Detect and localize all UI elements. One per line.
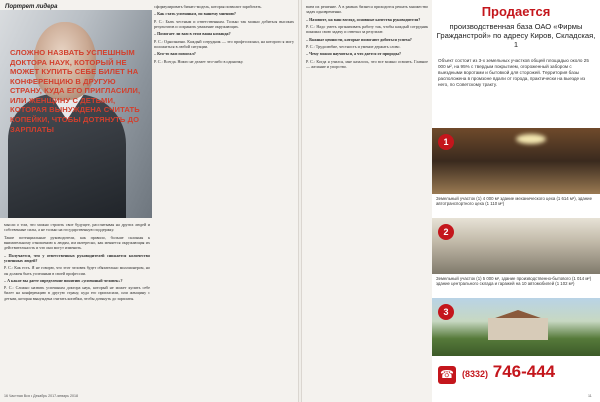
left-page-footer: 16 Частная Вся • Декабрь 2017-январь 2018 — [4, 394, 79, 398]
photo-number-badge: 3 — [438, 304, 454, 320]
article-paragraph: Р. С.: Когда я учился, мне казалось, что все можно освоить. Главное — желание и упорство. — [306, 58, 428, 69]
ad-phone[interactable] — [432, 360, 600, 390]
interview-question: – Кто-то вам помогал? — [154, 51, 196, 57]
article-paragraph: Р. С.: Сложно назвать успешным доктора наук, который не может купить себе билет на конференцию в другую страну, куда его пригласили, или женщину с детьми, которая вынуждена считать копейки, чтобы дотянуть до зарплаты. — [4, 285, 150, 301]
phone-number[interactable] — [462, 362, 555, 382]
article-paragraph: Р. С.: Быть честным и ответственным. Только так можно добиться высоких результатов и сохранить уважение окружающих. — [154, 18, 294, 29]
interview-question: – А какое вы даете определение понятию «успешный человек»? — [4, 277, 123, 283]
article-paragraph: Такие потенциальные руководители, как правило, больше склонны к внимательному отношению к людям, им интересно, как меняется окружающая их действительность и что они могут изменить. — [4, 234, 150, 251]
phone-icon: ☎ — [438, 366, 456, 384]
pull-quote: СЛОЖНО НАЗВАТЬ УСПЕШНЫМ ДОКТОРА НАУК, КОТОРЫЙ НЕ МОЖЕТ КУПИТЬ СЕБЕ БИЛЕТ НА КОНФЕРЕНЦИЮ В ДРУГУЮ СТРАНУ, КУДА ЕГО ПРИГЛАСИЛИ, ИЛИ ЖЕНЩИНУ С ДЕТЬМИ, КОТОРАЯ ВЫНУЖДЕНА СЧИТАТЬ КОПЕЙКИ, ЧТОБЫ ДОТЯНУТЬ ДО ЗАРПЛАТЫ — [10, 48, 141, 134]
ad-title: Продается — [481, 4, 551, 19]
article-paragraph: Р. С.: Надо уметь организовать работу так, чтобы каждый сотрудник понимал свою задачу и отвечал за результат. — [306, 23, 428, 35]
right-page-footer: 11 — [588, 394, 592, 398]
article-column-1 — [4, 222, 150, 392]
ad-description: Объект состоит из 3-х земельных участков общей площадью около 25 000 м², на 95% с твердым покрытием, огороженный забором с выездными воротами и бытовкой для сторожей. Территория базы расположена в промзоне вдали от города, практически на выезде из него, по Советскому тракту. — [438, 58, 589, 88]
photo-number-badge: 2 — [438, 224, 454, 240]
article-paragraph: Р. С.: Всегда. Никто не делает что-либо в одиночку. — [154, 58, 244, 64]
phone-digits: 746-444 — [492, 362, 556, 381]
interview-question: – Помогает ли вам в этом ваша команда? — [154, 31, 231, 37]
article-paragraph: сформулировать бизнес-модель, которая позволит заработать. — [154, 4, 262, 9]
article-column-2 — [154, 4, 294, 392]
building — [488, 318, 548, 340]
page-gutter — [298, 0, 302, 402]
article-paragraph: ваем их решение. А в рамках бизнеса приходится решать множество задач одновременно. — [306, 4, 428, 15]
ad-photo-caption: Земельный участок (1) 5 000 м², здание производственно-бытового (1 014 м²) здание центрального склада и гаражей на 10 автомобилей (1 102 м²) — [436, 276, 592, 287]
article-column-3 — [306, 4, 428, 392]
article-paragraph: Р. С.: Как есть. Я не говорю, что этот человек будет обязательно миллионером, но он должен быть успешным в своей профессии. — [4, 265, 150, 276]
interview-question: – Назовите, на ваш взгляд, основные качества руководителя? — [306, 16, 421, 22]
article-paragraph: мысли о том, что можно строить свое будущее, рассчитывая на других людей и собственные силы, а не только на государственную поддержку. — [4, 222, 150, 233]
ad-photo-2 — [432, 218, 600, 274]
section-rubric: Портрет лидера — [5, 4, 58, 10]
article-paragraph: Р. С.: Трудолюбие, честность и умение держать слово. — [306, 43, 401, 49]
ad-photo-3 — [432, 298, 600, 356]
interview-question: – Получается, что у ответственных руководителей снижается количество успешных людей? — [4, 252, 150, 263]
interview-question: – Чему можно научиться, а что дается от природы? — [306, 51, 401, 57]
ad-photo-caption: Земельный участок (1) 4 000 м² здание механического цеха (1 614 м²), здание автотранспортного цеха (1 110 м²) — [436, 196, 592, 207]
interview-question: – Как стать успешным, по вашему мнению? — [154, 11, 236, 17]
ceiling-light — [516, 134, 546, 144]
phone-code: (8332) — [462, 369, 489, 379]
ad-photo-1 — [432, 128, 600, 194]
article-paragraph: Р. С.: Однозначно. Каждый сотрудник — это профессионал, на которого я могу положиться в любой ситуации. — [154, 38, 294, 49]
ad-subtitle: производственная база ОАО «Фирмы Гражданстрой» по адресу Киров, Складская, 1 — [436, 22, 596, 50]
photo-number-badge: 1 — [438, 134, 454, 150]
left-page — [0, 0, 298, 402]
interview-question: – Важные ценности, которые помогают добиться успеха? — [306, 36, 412, 42]
